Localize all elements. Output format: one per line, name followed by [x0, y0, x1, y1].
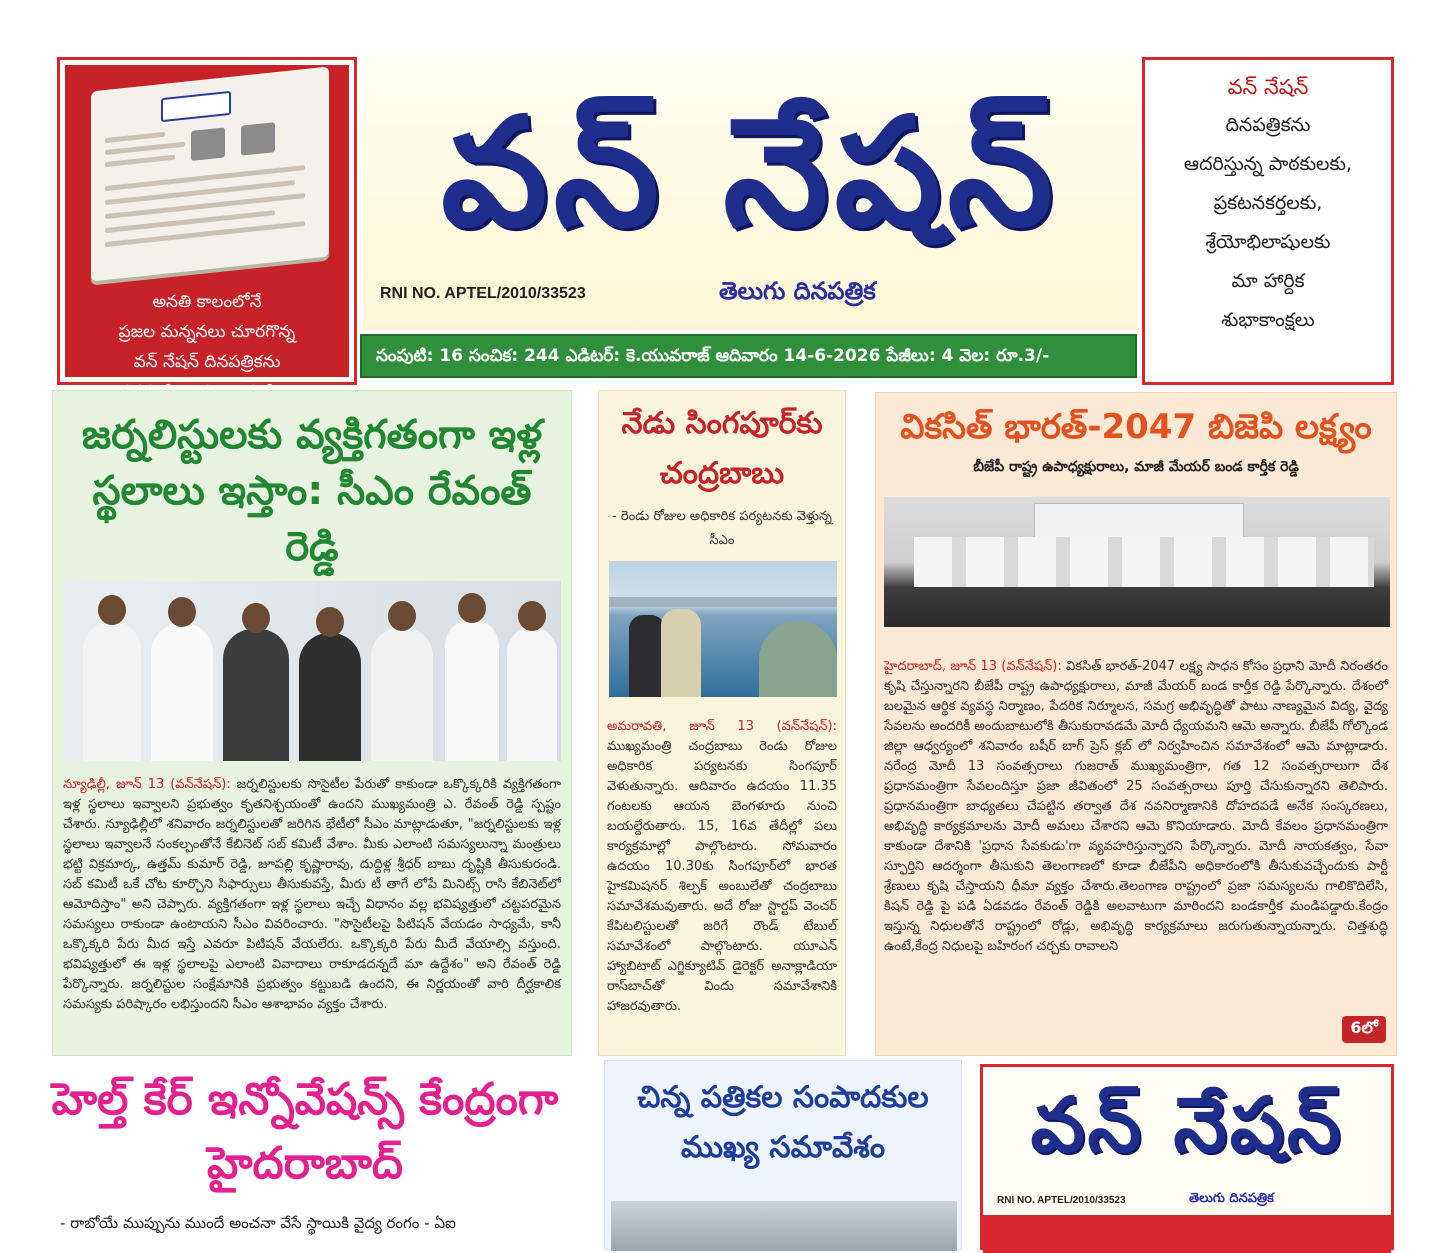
- article-headline-healthcare: హెల్త్ కేర్ ఇన్నోవేషన్స్ కేంద్రంగా హైదరాబాద్: [51, 1074, 559, 1189]
- greeting-line: ఆదరిస్తున్న పాఠకులకు,: [1183, 153, 1353, 175]
- article-photo: [611, 1201, 957, 1251]
- promo-panel: [65, 65, 349, 377]
- promo-line: అనతి కాలంలోనే: [152, 292, 262, 312]
- article-vikasit-bharat: [875, 392, 1397, 1056]
- article-text: జర్నలిస్టులకు సొసైటీల పేరుతో కాకుండా ఒక్కొక్కరికి వ్యక్తిగతంగా ఇళ్ల స్థలాలు ఇవ్వాలని ప్రభుత్వం కృతనిశ్చయంతో ఉందని ముఖ్యమంత్రి ఎ. రేవంత్ రెడ్డి స్పష్టం చేశారు. న్యూఢిల్లీలో శనివారం జర్నలిస్టులతో జరిగిన భేటీలో సీఎం మాట్లాడుతూ, "జర్నలిస్టులకు ఇళ్ల స్థలాలు ఇవ్వాలనే సంకల్పంతోనే కేబినెట్ సబ్ కమిటీ వేశాం. మీకు ఎలాంటి సమస్యలున్నా మంత్రులు భట్టి విక్రమార్క, ఉత్తమ్ కుమార్ రెడ్డి, జూపల్లి కృష్ణారావు, దుద్దిళ్ల శ్రీధర్ బాబు దృష్టికి తీసుకురండి. సబ్ కమిటీ ఒకే చోట కూర్చొని సిఫార్సులు తీసుకువస్తే, మీరు టీ తాగే లోపే మినిట్స్ రాసి కేబినెట్‌లో ఆమోదిస్తాం" అని చెప్పారు. వ్యక్తిగతంగా ఇళ్ల స్థలాలు ఇచ్చే విధానం వల్ల భవిష్యత్తులో చట్టపరమైన సమస్యలు రాకుండా ఉంటాయని సీఎం వివరించారు. "సొసైటీలపై పిటిషన్ వేయడం సాధ్యమే, కానీ ఒక్కొక్కరి పేరు మీద ఇస్తే ఎవరూ పిటిషన్ వేయలేరు. ఒక్కొక్కరి పేరు మీదే వేయాల్సి వస్తుంది. భవిష్యత్తులో ఈ ఇళ్ల స్థలాలపై ఎలాంటి వివాదాలు రాకూడదన్నదే మా ఉద్దేశం" అని రేవంత్ రెడ్డి పేర్కొన్నారు. జర్నలిస్టుల సంక్షేమానికి ప్రభుత్వం కట్టుబడి ఉందని, ఈ నిర్ణయంతో వారి దీర్ఘకాలిక సమస్యకు పరిష్కారం లభిస్తుందని సీఎం ఆశాభావం వ్యక్తం చేశారు.: [63, 777, 561, 1012]
- article-subheadline: బీజేపీ రాష్ట్ర ఉపాధ్యక్షురాలు, మాజీ మేయర్ బండ కార్తీక రెడ్డి: [973, 459, 1299, 475]
- masthead-subtitle: తెలుగు దినపత్రిక: [719, 277, 876, 305]
- promo-text: [65, 287, 349, 407]
- mini-logo: [161, 91, 231, 122]
- promo-line: ప్రజల మన్ననలు చూరగొన్న: [118, 322, 296, 342]
- greeting-line: మా హార్దిక: [1231, 270, 1305, 292]
- rni-number: RNI NO. APTEL/2010/33523: [380, 285, 586, 302]
- ad-title: వన్ నేషన్: [1030, 1080, 1344, 1169]
- issue-info-bar: సంపుటి: 16 సంచిక: 244 ఎడిటర్: కె.యువరాజ్ ఆదివారం 14-6-2026 పేజీలు: 4 వెల: రూ.3/-: [360, 334, 1137, 378]
- article-headline: చిన్న పత్రికల సంపాదకుల ముఖ్య సమావేశం: [637, 1080, 929, 1165]
- article-subheadline-healthcare: - రాబోయే ముప్పును ముందే అంచనా వేసే స్థాయికి వైద్య రంగం - ఏఐ: [60, 1214, 456, 1232]
- greeting-line: దినపత్రికను: [1225, 114, 1311, 136]
- article-headline: నేడు సింగపూర్‌కు చంద్రబాబు: [621, 406, 823, 491]
- article-dateline: హైదరాబాద్, జూన్ 13 (వన్‌నేషన్):: [884, 659, 1062, 674]
- masthead-ad: [980, 1064, 1394, 1250]
- ad-band: [983, 1215, 1391, 1253]
- article-dateline: అమరావతి, జూన్ 13 (వన్‌నేషన్):: [607, 719, 837, 734]
- article-journalists: [52, 390, 572, 1056]
- article-body: [884, 657, 1388, 1047]
- newspaper-icon: [91, 66, 329, 281]
- greeting-box: [1142, 57, 1394, 385]
- article-photo: [63, 581, 561, 761]
- promo-box: [57, 57, 357, 385]
- ad-rni: RNI NO. APTEL/2010/33523: [997, 1195, 1126, 1206]
- article-dateline: న్యూఢిల్లీ, జూన్ 13 (వన్‌నేషన్):: [63, 777, 231, 792]
- article-text: ముఖ్యమంత్రి చంద్రబాబు రెండు రోజుల అధికారిక పర్యటనకు సింగపూర్ వెళుతున్నారు. ఆదివారం ఉదయం 11.35 గంటలకు ఆయన బెంగళూరు నుంచి బయల్దేరుతారు. 15, 16వ తేదీల్లో పలు కార్యక్రమాల్లో పాల్గొంటారు. సోమవారం ఉదయం 10.30కు సింగపూర్‌లో భారత హైకమిషనర్ శిల్పక్ అంబులేతో చంద్రబాబు సమావేశమవుతారు. అదే రోజు స్టార్టప్ వెంచర్ కేపిటలిస్టులతో జరిగే రౌండ్ టేబుల్ సమావేశంలో పాల్గొంటారు. యూఎన్ హ్యాబిటాట్ ఎగ్జిక్యూటివ్ డైరెక్టర్ అనాక్లాడియా రాస్‌బాచ్‌తో విందు సమావేశానికి హాజరవుతారు.: [607, 739, 837, 1014]
- article-headline: జర్నలిస్టులకు వ్యక్తిగతంగా ఇళ్ల స్థలాలు ఇస్తాం: సీఎం రేవంత్ రెడ్డి: [81, 412, 543, 570]
- ad-subtitle: తెలుగు దినపత్రిక: [1189, 1191, 1274, 1206]
- article-body: [63, 775, 561, 1047]
- article-body: [607, 717, 837, 1047]
- article-photo: [609, 561, 837, 697]
- greeting-line: వన్ నేషన్: [1227, 75, 1309, 99]
- greeting-line: ప్రకటనకర్తలకు,: [1213, 192, 1323, 214]
- article-photo: [884, 497, 1390, 627]
- article-singapore: [598, 390, 846, 1056]
- masthead-logo: [363, 55, 1137, 330]
- promo-line: వన్ నేషన్ దినపత్రికను: [133, 352, 281, 372]
- article-subheadline: - రెండు రోజుల అధికారిక పర్యటనకు వెళ్తున్న సీఎం: [612, 509, 832, 548]
- article-text: వికసిత్ భారత్-2047 లక్ష్య సాధన కోసం ప్రధాని మోదీ నిరంతరం కృషి చేస్తున్నారని బీజేపీ రాష్ట్ర ఉపాధ్యక్షురాలు, మాజీ మేయర్ బండ కార్తీక రెడ్డి పేర్కొన్నారు. దేశంలో బలమైన ఆర్థిక వ్యవస్థ నిర్మాణం, పేదరిక నిర్మూలన, సమగ్ర అభివృద్ధితో పాటు నాణ్యమైన విద్య, వైద్య సేవలను అందరికీ అందుబాటులోకి తీసుకురావడమే మోదీ ధ్యేయమని ఆమె అన్నారు. బీజేపీ గోల్కొండ జిల్లా ఆధ్వర్యంలో శనివారం బషీర్ బాగ్ ప్రెస్ క్లబ్ లో నిర్వహించిన సమావేశంలో ఆమె మాట్లాడారు. నరేంద్ర మోదీ 13 సంవత్సరాలు గుజరాత్ ముఖ్యమంత్రిగా, గత 12 సంవత్సరాలుగా దేశ ప్రధానమంత్రిగా సేవలందిస్తూ ప్రజా జీవితంలో 25 సంవత్సరాలు పూర్తి చేసుకున్నారని తెలిపారు. ప్రధానమంత్రిగా బాధ్యతలు చేపట్టిన తర్వాత దేశ నవనిర్మాణానికి దోహదపడే అనేక సంస్కరణలు, అభివృద్ధి కార్యక్రమాలను మోదీ అమలు చేశారని ఆమె కొనియాడారు. మోదీ కేవలం ప్రధానమంత్రిగా కాకుండా దేశానికి 'ప్రధాన సేవకుడు'గా వ్యవహరిస్తున్నారని పేర్కొన్నారు. మోదీ నాయకత్వం, సేవా స్ఫూర్తిని ఆదర్శంగా తీసుకుని తెలంగాణలో కూడా బీజేపీని అధికారంలోకి తీసుకువచ్చేందుకు పార్టీ శ్రేణులు కృషి చేస్తాయని ధీమా వ్యక్తం చేశారు.తెలంగాణ రాష్ట్రంలో ప్రజా సమస్యలను గాలికొదిలేసి, కిషన్ రెడ్డి పై పడి ఏడవడం రేవంత్ రెడ్డికి అలవాటుగా మారిందని బండకార్తీక మండిపడ్డారు.కేంద్రం ఇస్తున్న నిధులతోనే రాష్ట్రంలో రోడ్లు, అభివృద్ధి కార్యక్రమాలు జరుగుతున్నాయన్నారు. చిత్తశుద్ధి ఉంటే,కేంద్ర నిధులపై బహిరంగ చర్చకు రావాలని: [884, 659, 1388, 954]
- masthead-title: వన్ నేషన్: [441, 86, 1059, 260]
- greeting-line: శ్రేయోభిలాషులకు: [1205, 231, 1331, 253]
- article-editors-meeting: [604, 1060, 962, 1250]
- continued-badge: 6లో: [1342, 1016, 1386, 1043]
- article-headline: వికసిత్ భారత్-2047 బిజెపి లక్ష్యం: [900, 407, 1372, 447]
- greeting-line: శుభాకాంక్షలు: [1221, 309, 1315, 331]
